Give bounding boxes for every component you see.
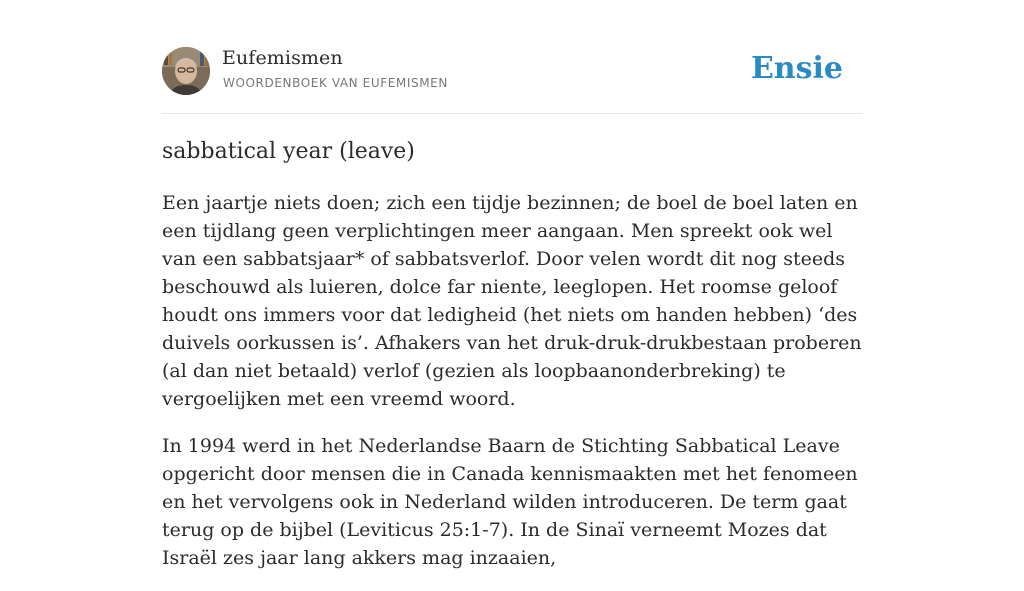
author-avatar[interactable] bbox=[162, 47, 210, 95]
page-container bbox=[162, 0, 862, 569]
entry-paragraph: In 1994 werd in het Nederlandse Baarn de Stichting Sabbatical Leave opgericht door mensen die in Canada kennismaakten met het fenomeen en het vervolgens ook in Nederland wilden introduceren. De term gaat terug op de bijbel (Leviticus 25:1-7). In de Sinaï verneemt Mozes dat Israël zes jaar lang akkers mag inzaaien, bbox=[162, 435, 858, 569]
ensie-logo-link[interactable]: Ensie bbox=[750, 51, 843, 86]
entry-title: sabbatical year (leave) bbox=[162, 139, 415, 164]
entry-body bbox=[162, 189, 862, 591]
entry-paragraph: Een jaartje niets doen; zich een tijdje bezinnen; de boel de boel laten en een tijdlang geen verplichtingen meer aangaan. Men spreekt ook wel van een sabbatsjaar* of sabbatsverlof. Door velen wordt dit nog steeds beschouwd als luieren, dolce far niente, leeglopen. Het roomse geloof houdt ons immers voor dat ledigheid (het niets om handen hebben) ‘des duivels oorkussen is’. Afhakers van het druk-druk-drukbestaan proberen (al dan niet betaald) verlof (gezien als loopbaanonderbreking) te vergoelijken met een vreemd woord. bbox=[162, 192, 862, 410]
site-subtitle: WOORDENBOEK VAN EUFEMISMEN bbox=[223, 76, 448, 90]
site-header bbox=[162, 0, 862, 114]
site-name[interactable]: Eufemismen bbox=[222, 47, 343, 69]
avatar-image-icon bbox=[162, 47, 210, 95]
